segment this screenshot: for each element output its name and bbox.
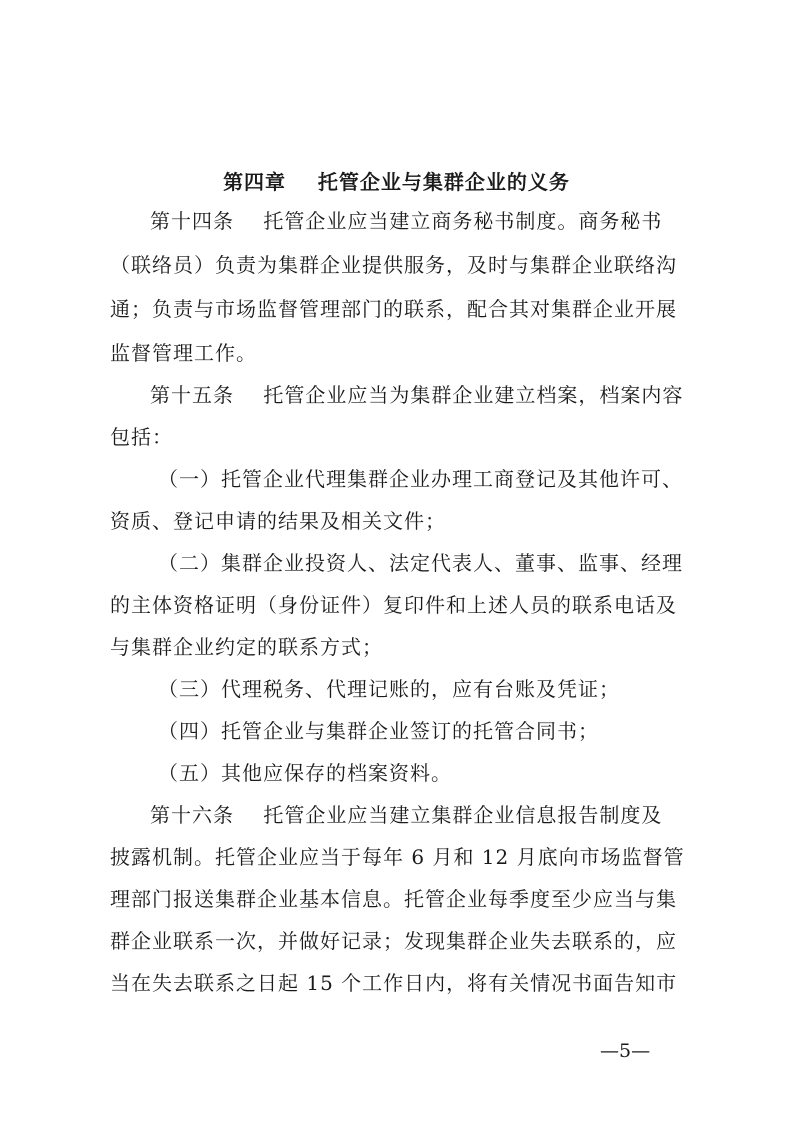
body-line: （五）其他应保存的档案资料。 [158, 761, 452, 785]
body-line: 披露机制。托管企业应当于每年 6 月和 12 月底向市场监督管 [110, 845, 685, 869]
body-line: （联络员）负责为集群企业提供服务，及时与集群企业联络沟 [110, 253, 677, 277]
body-line: 第十四条 托管企业应当建立商务秘书制度。商务秘书 [150, 209, 663, 233]
body-line: 当在失去联系之日起 15 个工作日内，将有关情况书面告知市 [110, 971, 678, 995]
body-line: 与集群企业约定的联系方式； [110, 635, 383, 659]
body-line: （一）托管企业代理集群企业办理工商登记及其他许可、 [158, 467, 683, 491]
body-line: （二）集群企业投资人、法定代表人、董事、监事、经理 [158, 551, 683, 575]
body-line: （三）代理税务、代理记账的，应有台账及凭证； [158, 677, 620, 701]
body-line: 理部门报送集群企业基本信息。托管企业每季度至少应当与集 [110, 887, 677, 911]
body-line: （四）托管企业与集群企业签订的托管合同书； [158, 719, 599, 743]
body-line: 的主体资格证明（身份证件）复印件和上述人员的联系电话及 [110, 593, 677, 617]
body-line: 包括： [110, 425, 173, 449]
body-line: 资质、登记申请的结果及相关文件； [110, 509, 446, 533]
body-line: 通；负责与市场监督管理部门的联系，配合其对集群企业开展 [110, 297, 677, 321]
body-line: 群企业联系一次，并做好记录；发现集群企业失去联系的，应 [110, 929, 677, 953]
page-number: —5— [600, 1040, 651, 1062]
chapter-title: 第四章 托管企业与集群企业的义务 [223, 170, 570, 194]
body-line: 第十五条 托管企业应当为集群企业建立档案，档案内容 [150, 383, 684, 407]
body-line: 监督管理工作。 [110, 341, 257, 365]
body-line: 第十六条 托管企业应当建立集群企业信息报告制度及 [150, 803, 663, 827]
